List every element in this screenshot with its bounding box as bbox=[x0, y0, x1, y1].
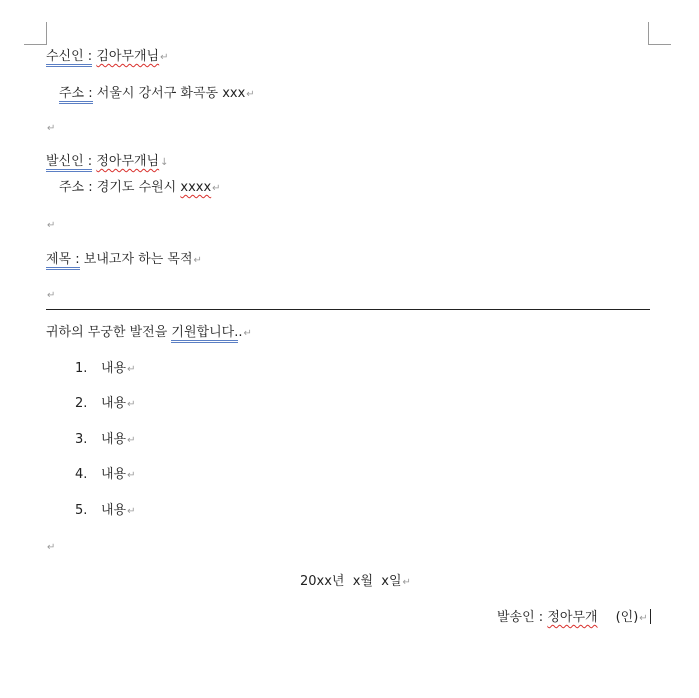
recipient-address-line bbox=[59, 86, 255, 103]
date-text: 20xx년 x월 x일 bbox=[300, 574, 402, 589]
list-item-text: 내용 bbox=[101, 467, 127, 482]
paragraph-mark: ↵ bbox=[127, 435, 136, 446]
signer-line bbox=[497, 609, 651, 627]
list-item bbox=[75, 361, 136, 378]
paragraph-mark: ↵ bbox=[47, 220, 56, 231]
list-item-number: 3. bbox=[75, 432, 88, 447]
paragraph-mark: ↵ bbox=[212, 183, 221, 194]
horizontal-rule bbox=[46, 309, 650, 310]
greeting-lead: 귀하의 무궁한 발전을 bbox=[46, 325, 172, 340]
date-line bbox=[300, 574, 411, 591]
list-item-number: 2. bbox=[75, 396, 88, 411]
line-break-mark: ↓ bbox=[160, 157, 169, 168]
seal-text: (인) bbox=[615, 610, 639, 625]
paragraph-mark: ↵ bbox=[127, 470, 136, 481]
paragraph-mark: ↵ bbox=[246, 89, 255, 100]
list-item-number: 5. bbox=[75, 503, 88, 518]
paragraph-mark: ↵ bbox=[402, 577, 411, 588]
recipient-address-value: 서울시 강서구 화곡동 xxx bbox=[96, 86, 246, 101]
list-item-number: 1. bbox=[75, 361, 88, 376]
crop-mark-top-right bbox=[648, 22, 671, 45]
paragraph-mark: ↵ bbox=[127, 364, 136, 375]
subject-value: 보내고자 하는 목적 bbox=[83, 252, 193, 267]
list-item-number: 4. bbox=[75, 467, 88, 482]
signer-label: 발송인 : bbox=[497, 610, 544, 625]
sender-address-value: xxxx bbox=[180, 180, 212, 195]
list-item-text: 내용 bbox=[101, 503, 127, 518]
crop-mark-top-left bbox=[24, 22, 47, 45]
empty-paragraph bbox=[46, 287, 55, 304]
greeting-highlight: 기원합니다. bbox=[171, 325, 238, 343]
subject-line bbox=[46, 252, 202, 269]
empty-paragraph bbox=[46, 217, 55, 234]
list-item bbox=[75, 503, 136, 520]
text-cursor bbox=[650, 609, 651, 624]
recipient-label: 수신인 : bbox=[46, 49, 92, 67]
paragraph-mark: ↵ bbox=[193, 255, 202, 266]
sender-address-line bbox=[59, 180, 221, 197]
paragraph-mark: ↵ bbox=[160, 52, 169, 63]
paragraph-mark: ↵ bbox=[127, 506, 136, 517]
paragraph-mark: ↵ bbox=[639, 613, 648, 624]
sender-address-label: 주소 : 경기도 수원시 bbox=[59, 180, 177, 195]
list-item-text: 내용 bbox=[101, 396, 127, 411]
recipient-name: 김아무개님 bbox=[96, 49, 160, 64]
paragraph-mark: ↵ bbox=[47, 123, 56, 134]
list-item-text: 내용 bbox=[101, 432, 127, 447]
empty-paragraph bbox=[46, 539, 55, 556]
list-item bbox=[75, 396, 136, 413]
sender-line bbox=[46, 154, 169, 171]
subject-label: 제목 : bbox=[46, 252, 80, 270]
recipient-address-label: 주소 : bbox=[59, 86, 93, 104]
sender-name: 정아무개님 bbox=[96, 154, 160, 169]
empty-paragraph bbox=[46, 120, 55, 137]
greeting-tail: . bbox=[238, 325, 243, 340]
list-item-text: 내용 bbox=[101, 361, 127, 376]
greeting-line bbox=[46, 325, 252, 342]
paragraph-mark: ↵ bbox=[243, 328, 252, 339]
sender-label: 발신인 : bbox=[46, 154, 92, 172]
signer-name: 정아무개 bbox=[547, 610, 598, 625]
paragraph-mark: ↵ bbox=[47, 290, 56, 301]
list-item bbox=[75, 467, 136, 484]
recipient-line bbox=[46, 49, 169, 66]
paragraph-mark: ↵ bbox=[127, 399, 136, 410]
list-item bbox=[75, 432, 136, 449]
paragraph-mark: ↵ bbox=[47, 542, 56, 553]
